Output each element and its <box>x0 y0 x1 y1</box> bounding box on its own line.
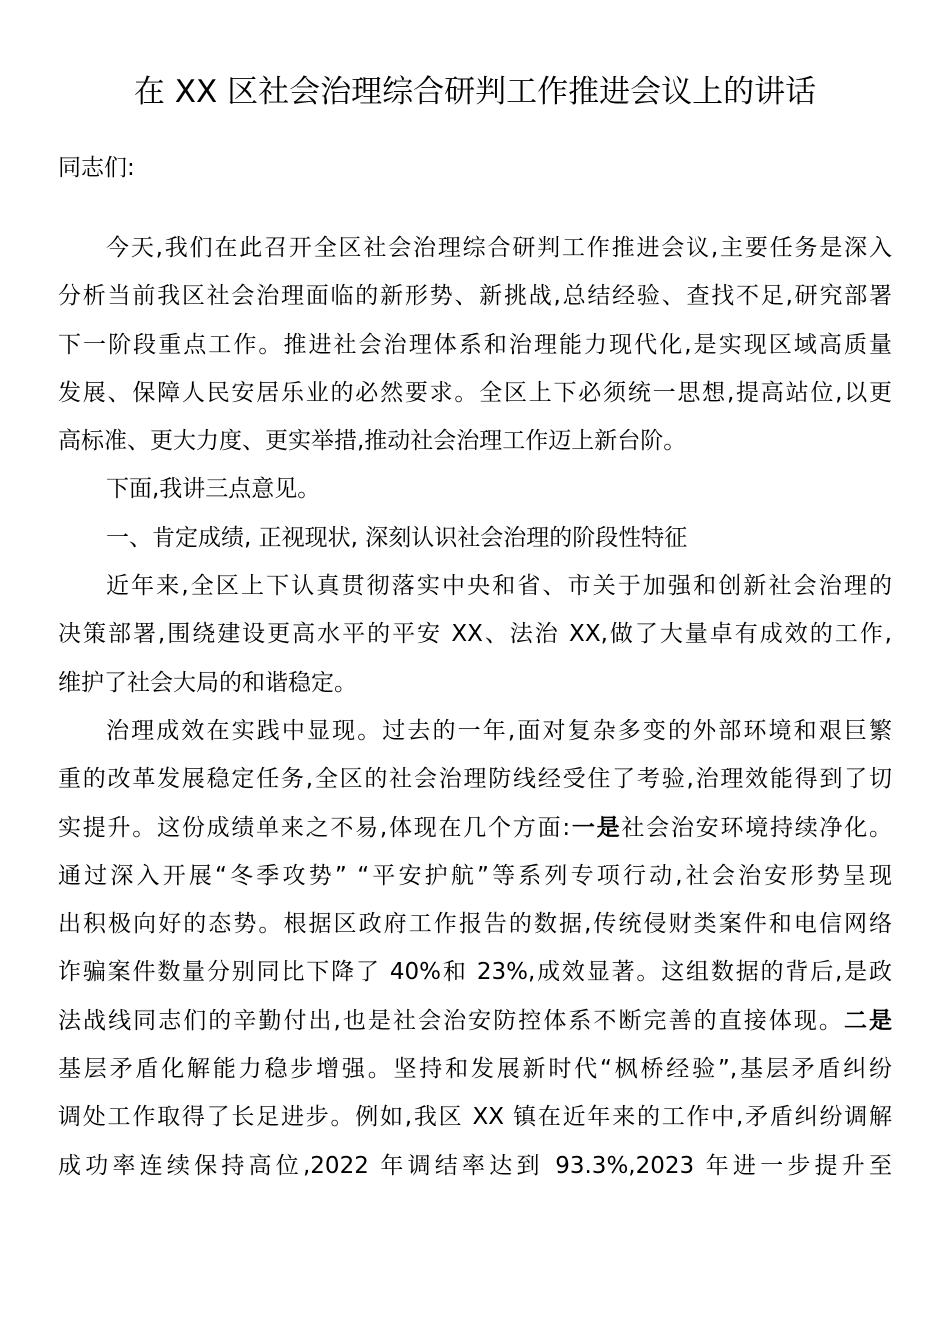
paragraph-line <box>58 610 892 658</box>
paragraph-line <box>58 948 892 996</box>
bold-lead-text: 二是 <box>843 1007 893 1034</box>
line-text: 下一阶段重点工作。推进社会治理体系和治理能力现代化,是实现区域高质量 <box>58 331 892 358</box>
paragraph-line <box>58 562 892 610</box>
line-text: 决策部署,围绕建设更高水平的平安 XX、法治 XX,做了大量卓有成效的工作, <box>58 621 892 648</box>
paragraph <box>58 514 892 562</box>
document-body <box>58 144 892 1190</box>
line-text: 一、肯定成绩, 正视现状, 深刻认识社会治理的阶段性特征 <box>106 524 688 551</box>
line-text: 法战线同志们的辛勤付出,也是社会治安防控体系不断完善的直接体现。 <box>58 1007 844 1034</box>
line-text: 调处工作取得了长足进步。例如,我区 XX 镇在近年来的工作中,矛盾纠纷调解 <box>58 1104 892 1131</box>
line-text: 分析当前我区社会治理面临的新形势、新挑战,总结经验、查找不足,研究部署 <box>58 283 892 310</box>
paragraph <box>58 707 892 1190</box>
line-text: 治理成效在实践中显现。过去的一年,面对复杂多变的外部环境和艰巨繁 <box>106 717 892 744</box>
document-title: 在 XX 区社会治理综合研判工作推进会议上的讲话 <box>133 74 817 110</box>
paragraph-line <box>58 369 892 417</box>
paragraph-line <box>58 1045 892 1093</box>
paragraph-line <box>58 900 892 948</box>
line-text: 维护了社会大局的和谐稳定。 <box>58 669 357 696</box>
line-text: 下面,我讲三点意见。 <box>106 476 321 503</box>
paragraph-line <box>58 707 892 755</box>
paragraph-line <box>58 997 892 1045</box>
paragraph-line <box>58 224 892 272</box>
paragraph-line <box>58 272 892 320</box>
line-text: 通过深入开展“冬季攻势” “平安护航”等系列专项行动,社会治安形势呈现 <box>58 862 892 889</box>
paragraph-line <box>58 1093 892 1141</box>
paragraph-line <box>58 804 892 852</box>
bold-lead-text: 一是 <box>570 814 622 841</box>
line-text: 社会治安环境持续净化。 <box>621 814 893 841</box>
line-text: 今天,我们在此召开全区社会治理综合研判工作推进会议,主要任务是深入 <box>106 234 892 261</box>
line-text: 近年来,全区上下认真贯彻落实中央和省、市关于加强和创新社会治理的 <box>106 573 892 600</box>
salutation: 同志们: <box>58 155 135 181</box>
paragraph <box>58 562 892 707</box>
line-text: 高标准、更大力度、更实举措,推动社会治理工作迈上新台阶。 <box>58 428 687 455</box>
line-text: 成功率连续保持高位,2022 年调结率达到 93.3%,2023 年进一步提升至 <box>58 1152 892 1179</box>
paragraph-line <box>58 514 892 562</box>
paragraph-line <box>58 417 892 465</box>
paragraph-line <box>58 852 892 900</box>
paragraphs <box>58 224 892 1190</box>
line-text: 诈骗案件数量分别同比下降了 40%和 23%,成效显著。这组数据的背后,是政 <box>58 959 892 986</box>
line-text: 重的改革发展稳定任务,全区的社会治理防线经受住了考验,治理效能得到了切 <box>58 766 892 793</box>
line-text: 基层矛盾化解能力稳步增强。坚持和发展新时代“枫桥经验”,基层矛盾纠纷 <box>58 1056 892 1083</box>
paragraph-line <box>58 1142 892 1190</box>
paragraph <box>58 224 892 465</box>
paragraph <box>58 465 892 513</box>
paragraph-line <box>58 321 892 369</box>
line-text: 出积极向好的态势。根据区政府工作报告的数据,传统侵财类案件和电信网络 <box>58 911 892 938</box>
line-text: 实提升。这份成绩单来之不易,体现在几个方面: <box>58 814 571 841</box>
paragraph-line <box>58 465 892 513</box>
paragraph-line <box>58 755 892 803</box>
paragraph-line <box>58 659 892 707</box>
line-text: 发展、保障人民安居乐业的必然要求。全区上下必须统一思想,提高站位,以更 <box>58 379 892 406</box>
